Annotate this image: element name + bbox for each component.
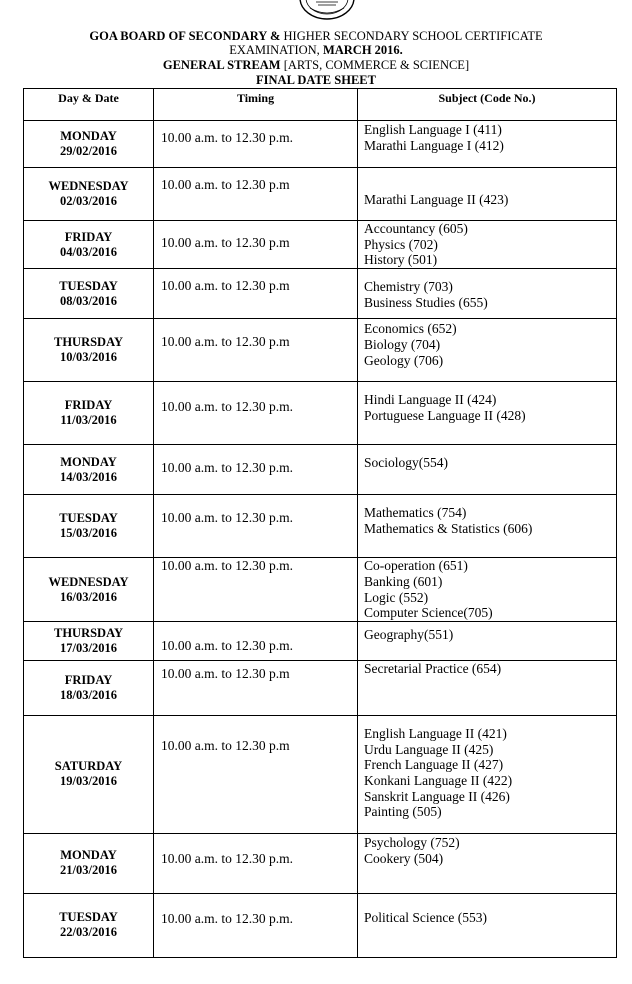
subject-entry: Mathematics & Statistics (606) <box>364 520 533 536</box>
subject-entry: Computer Science(705) <box>364 605 493 621</box>
exam-date: 02/03/2016 <box>60 194 117 208</box>
cell-subjects <box>358 558 617 622</box>
exam-date: 11/03/2016 <box>60 413 117 428</box>
weekday: WEDNESDAY <box>48 179 129 193</box>
table-row <box>24 445 617 495</box>
table-row <box>24 121 617 168</box>
table-row <box>24 382 617 445</box>
table-row <box>24 319 617 382</box>
subject-entry: Geology (706) <box>364 352 444 368</box>
cell-timing: 10.00 a.m. to 12.30 p.m. <box>154 382 358 445</box>
header-exam: EXAMINATION, <box>229 43 323 57</box>
cell-day-date <box>24 660 154 715</box>
cell-timing: 10.00 a.m. to 12.30 p.m <box>154 660 358 715</box>
exam-date: 15/03/2016 <box>60 526 117 541</box>
weekday: MONDAY <box>60 454 117 469</box>
cell-day-date <box>24 558 154 622</box>
cell-day-date <box>24 269 154 319</box>
table-row <box>24 558 617 622</box>
weekday: MONDAY <box>60 848 117 863</box>
exam-date: 18/03/2016 <box>60 687 117 702</box>
date-sheet-table <box>23 88 617 958</box>
cell-day-date <box>24 893 154 957</box>
cell-timing: 10.00 a.m. to 12.30 p.m. <box>154 121 358 168</box>
cell-subjects <box>358 660 617 715</box>
header-line-stream <box>0 58 632 72</box>
table-row <box>24 833 617 893</box>
cell-subjects <box>358 715 617 833</box>
subject-entry: French Language II (427) <box>364 757 504 773</box>
subject-entry: Banking (601) <box>364 573 443 589</box>
header-exam-session: MARCH 2016. <box>322 43 403 57</box>
weekday: THURSDAY <box>53 625 123 640</box>
weekday: FRIDAY <box>64 672 113 687</box>
table-row <box>24 715 617 833</box>
subject-entry: Secretarial Practice (654) <box>364 660 502 676</box>
exam-date: 08/03/2016 <box>60 293 117 308</box>
cell-subjects <box>358 168 617 221</box>
cell-timing: 10.00 a.m. to 12.30 p.m <box>154 168 358 221</box>
subject-entry: Co-operation (651) <box>364 558 468 574</box>
subject-entry: Political Science (553) <box>364 909 487 925</box>
weekday: TUESDAY <box>59 278 118 293</box>
column-header-subject: Subject (Code No.) <box>358 89 617 121</box>
exam-date: 10/03/2016 <box>60 350 117 365</box>
column-header-day-date: Day & Date <box>24 89 154 121</box>
cell-timing: 10.00 a.m. to 12.30 p.m <box>154 269 358 319</box>
cell-subjects <box>358 621 617 660</box>
cell-timing: 10.00 a.m. to 12.30 p.m. <box>154 495 358 558</box>
subject-entry: Urdu Language II (425) <box>364 741 494 757</box>
subject-entry: Konkani Language II (422) <box>364 773 513 789</box>
table-row <box>24 660 617 715</box>
cell-day-date <box>24 382 154 445</box>
cell-subjects <box>358 833 617 893</box>
header-line-exam <box>0 43 632 57</box>
page-title: FINAL DATE SHEET <box>256 73 376 87</box>
weekday: SATURDAY <box>54 759 123 774</box>
cell-subjects <box>358 382 617 445</box>
subject-entry: English Language II (421) <box>364 725 507 741</box>
subject-entry: Mathematics (754) <box>364 505 467 521</box>
cell-timing: 10.00 a.m. to 12.30 p.m. <box>154 893 358 957</box>
subject-entry: Geography(551) <box>364 626 454 642</box>
exam-date: 14/03/2016 <box>60 469 117 484</box>
header-line-board <box>0 29 632 43</box>
table-row <box>24 269 617 319</box>
table-header-row <box>24 89 617 121</box>
cell-day-date <box>24 168 154 221</box>
subject-entry: Sanskrit Language II (426) <box>364 788 510 804</box>
subject-entry: Logic (552) <box>364 589 429 605</box>
header-board-name: GOA BOARD OF SECONDARY & <box>89 29 281 43</box>
cell-day-date <box>24 833 154 893</box>
header-stream-branches: [ARTS, COMMERCE & SCIENCE] <box>280 58 470 72</box>
exam-date: 22/03/2016 <box>60 925 117 940</box>
cell-subjects <box>358 445 617 495</box>
cell-subjects <box>358 893 617 957</box>
exam-date: 17/03/2016 <box>60 640 117 655</box>
cell-day-date <box>24 445 154 495</box>
subject-entry: Marathi Language II (423) <box>364 192 509 207</box>
cell-subjects <box>358 495 617 558</box>
subject-entry: History (501) <box>364 252 438 268</box>
cell-day-date <box>24 221 154 269</box>
exam-date: 16/03/2016 <box>60 589 117 604</box>
cell-timing: 10.00 a.m. to 12.30 p.m. <box>154 621 358 660</box>
cell-timing: 10.00 a.m. to 12.30 p.m <box>154 319 358 382</box>
table-row <box>24 621 617 660</box>
subject-entry: Cookery (504) <box>364 850 444 866</box>
cell-timing: 10.00 a.m. to 12.30 p.m <box>154 221 358 269</box>
board-seal-emblem <box>296 0 358 22</box>
table-row <box>24 168 617 221</box>
exam-date: 04/03/2016 <box>60 244 117 259</box>
cell-subjects <box>358 221 617 269</box>
subject-entry: Accountancy (605) <box>364 221 468 236</box>
header-board-rest: HIGHER SECONDARY SCHOOL CERTIFICATE <box>280 29 543 43</box>
cell-timing: 10.00 a.m. to 12.30 p.m. <box>154 833 358 893</box>
subject-entry: Economics (652) <box>364 321 457 337</box>
subject-entry: Hindi Language II (424) <box>364 392 497 408</box>
table-row <box>24 495 617 558</box>
weekday: TUESDAY <box>59 910 118 925</box>
subject-entry: Business Studies (655) <box>364 294 488 310</box>
cell-day-date <box>24 319 154 382</box>
weekday: MONDAY <box>60 129 117 143</box>
cell-subjects <box>358 269 617 319</box>
exam-date: 19/03/2016 <box>60 774 117 789</box>
cell-day-date <box>24 121 154 168</box>
subject-entry: English Language I (411) <box>364 122 502 137</box>
cell-subjects <box>358 121 617 168</box>
cell-day-date <box>24 495 154 558</box>
exam-date: 29/02/2016 <box>60 144 117 158</box>
subject-entry: Portuguese Language II (428) <box>364 407 526 423</box>
cell-day-date <box>24 621 154 660</box>
subject-entry: Biology (704) <box>364 336 441 352</box>
header-line-title <box>0 73 632 87</box>
exam-date: 21/03/2016 <box>60 863 117 878</box>
weekday: TUESDAY <box>59 511 118 526</box>
subject-entry: Psychology (752) <box>364 834 460 850</box>
subject-entry: Sociology(554) <box>364 455 448 471</box>
header-stream: GENERAL STREAM <box>162 58 281 72</box>
cell-timing: 10.00 a.m. to 12.30 p.m <box>154 715 358 833</box>
weekday: FRIDAY <box>64 229 113 244</box>
table-row <box>24 221 617 269</box>
cell-subjects <box>358 319 617 382</box>
subject-entry: Chemistry (703) <box>364 279 453 295</box>
weekday: FRIDAY <box>64 398 113 413</box>
cell-timing: 10.00 a.m. to 12.30 p.m. <box>154 445 358 495</box>
weekday: WEDNESDAY <box>48 574 129 589</box>
cell-timing: 10.00 a.m. to 12.30 p.m. <box>154 558 358 622</box>
column-header-timing: Timing <box>154 89 358 121</box>
subject-entry: Physics (702) <box>364 236 438 252</box>
weekday: THURSDAY <box>53 335 123 350</box>
table-row <box>24 893 617 957</box>
subject-entry: Painting (505) <box>364 804 442 820</box>
cell-day-date <box>24 715 154 833</box>
subject-entry: Marathi Language I (412) <box>364 137 504 153</box>
